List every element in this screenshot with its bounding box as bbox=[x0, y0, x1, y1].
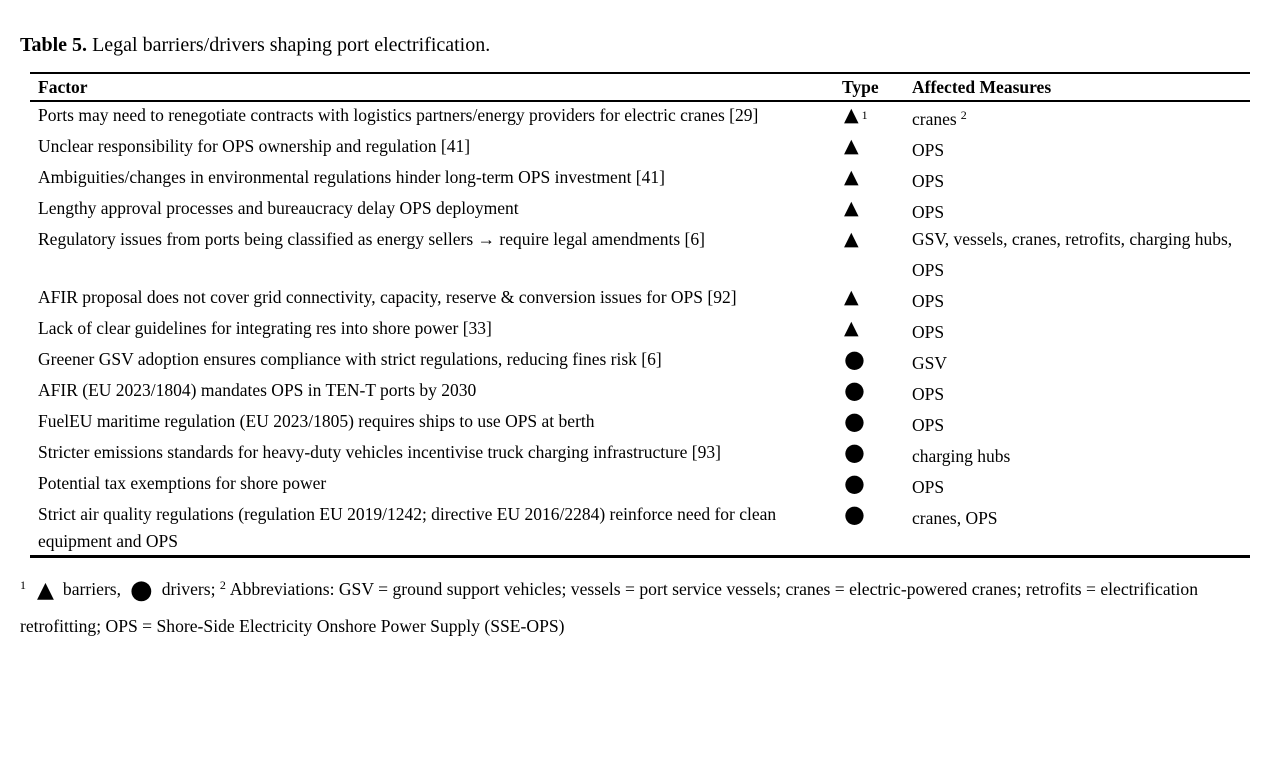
factor-cell: Ports may need to renegotiate contracts with logistics partners/energy providers for electric cranes [29] bbox=[38, 105, 759, 125]
factor-cell: Lack of clear guidelines for integrating res into shore power [33] bbox=[38, 318, 492, 338]
table-body bbox=[30, 101, 1250, 557]
table-row bbox=[30, 501, 1250, 557]
column-header-type: Type bbox=[842, 73, 912, 101]
measures-text: cranes, OPS bbox=[912, 508, 998, 528]
type-cell bbox=[842, 377, 912, 408]
barrier-triangle-icon: ▲ bbox=[37, 578, 54, 603]
driver-icon: ● bbox=[844, 407, 865, 435]
factor-cell: Potential tax exemptions for shore power bbox=[38, 473, 327, 493]
measures-cell bbox=[912, 284, 1250, 315]
barrier-icon: ▲ bbox=[844, 166, 859, 188]
footnote-barriers-label: barriers, bbox=[62, 579, 122, 599]
measures-text: OPS bbox=[912, 140, 945, 160]
measures-superscript: 2 bbox=[960, 108, 967, 122]
type-cell bbox=[842, 439, 912, 470]
barrier-icon: ▲ bbox=[844, 286, 859, 308]
table-caption bbox=[20, 33, 1255, 57]
driver-icon: ● bbox=[844, 500, 865, 528]
driver-icon: ● bbox=[844, 469, 865, 497]
table-footnote bbox=[20, 567, 1255, 645]
legal-factors-table bbox=[30, 72, 1250, 558]
measures-text: OPS bbox=[912, 171, 945, 191]
header-row bbox=[30, 73, 1250, 101]
type-cell bbox=[842, 195, 912, 226]
table-caption-label: Table 5. bbox=[20, 34, 88, 56]
factor-cell: AFIR (EU 2023/1804) mandates OPS in TEN-T ports by 2030 bbox=[38, 380, 477, 400]
factor-cell: AFIR proposal does not cover grid connectivity, capacity, reserve & conversion issues for OPS [92] bbox=[38, 287, 737, 307]
driver-icon: ● bbox=[844, 438, 865, 466]
type-cell bbox=[842, 315, 912, 346]
measures-cell bbox=[912, 133, 1250, 164]
driver-icon: ● bbox=[844, 345, 865, 373]
measures-text: OPS bbox=[912, 291, 945, 311]
measures-text: OPS bbox=[912, 322, 945, 342]
factor-cell: Lengthy approval processes and bureaucracy delay OPS deployment bbox=[38, 198, 519, 218]
type-cell bbox=[842, 284, 912, 315]
barrier-icon: ▲ bbox=[844, 197, 859, 219]
table-row bbox=[30, 408, 1250, 439]
measures-cell bbox=[912, 470, 1250, 501]
table-row bbox=[30, 284, 1250, 315]
barrier-icon: ▲ bbox=[844, 104, 859, 126]
factor-cell: Ambiguities/changes in environmental regulations hinder long-term OPS investment [41] bbox=[38, 167, 665, 187]
measures-cell bbox=[912, 101, 1250, 133]
footnote-drivers-label: drivers; bbox=[161, 579, 216, 599]
column-header-affected-measures: Affected Measures bbox=[912, 73, 1250, 101]
table-row bbox=[30, 470, 1250, 501]
table-row bbox=[30, 101, 1250, 133]
table-row bbox=[30, 377, 1250, 408]
measures-cell bbox=[912, 439, 1250, 470]
barrier-icon: ▲ bbox=[844, 228, 859, 250]
measures-text: charging hubs bbox=[912, 446, 1011, 466]
type-cell bbox=[842, 470, 912, 501]
table-row bbox=[30, 195, 1250, 226]
factor-cell: Strict air quality regulations (regulation EU 2019/1242; directive EU 2016/2284) reinforce need for clean equipment and OPS bbox=[38, 504, 777, 551]
measures-cell bbox=[912, 346, 1250, 377]
table-row bbox=[30, 315, 1250, 346]
table-row bbox=[30, 226, 1250, 284]
table-row bbox=[30, 346, 1250, 377]
footnote-superscript-1: 1 bbox=[20, 578, 26, 592]
measures-cell bbox=[912, 164, 1250, 195]
measures-cell bbox=[912, 226, 1250, 284]
table-row bbox=[30, 439, 1250, 470]
type-superscript: 1 bbox=[861, 108, 868, 122]
measures-cell bbox=[912, 195, 1250, 226]
measures-cell bbox=[912, 315, 1250, 346]
measures-cell bbox=[912, 408, 1250, 439]
footnote-abbreviations: Abbreviations: GSV = ground support vehicles; vessels = port service vessels; cranes = electric-powered cranes; retrofits = electrification retrofitting; OPS = Shore-Side Electricity Onshore Power Supply (SSE-OPS) bbox=[20, 579, 1199, 636]
factor-cell: Unclear responsibility for OPS ownership and regulation [41] bbox=[38, 136, 471, 156]
type-cell bbox=[842, 408, 912, 439]
column-header-factor: Factor bbox=[30, 73, 842, 101]
factor-cell: Regulatory issues from ports being classified as energy sellers → require legal amendments [6] bbox=[38, 229, 705, 249]
table-row bbox=[30, 133, 1250, 164]
type-cell bbox=[842, 101, 912, 133]
type-cell bbox=[842, 226, 912, 284]
measures-text: OPS bbox=[912, 202, 945, 222]
measures-text: OPS bbox=[912, 415, 945, 435]
driver-circle-icon: ● bbox=[130, 575, 153, 605]
measures-text: GSV bbox=[912, 353, 948, 373]
type-cell bbox=[842, 501, 912, 557]
measures-text: OPS bbox=[912, 384, 945, 404]
footnote-superscript-2: 2 bbox=[219, 578, 226, 592]
factor-cell: Greener GSV adoption ensures compliance with strict regulations, reducing fines risk [6] bbox=[38, 349, 662, 369]
measures-text: OPS bbox=[912, 477, 945, 497]
barrier-icon: ▲ bbox=[844, 317, 859, 339]
table-caption-text: Legal barriers/drivers shaping port electrification. bbox=[92, 34, 491, 56]
measures-cell bbox=[912, 501, 1250, 557]
measures-text: cranes bbox=[912, 109, 957, 129]
type-cell bbox=[842, 346, 912, 377]
measures-text: GSV, vessels, cranes, retrofits, charging hubs, OPS bbox=[912, 229, 1233, 280]
driver-icon: ● bbox=[844, 376, 865, 404]
table-row bbox=[30, 164, 1250, 195]
type-cell bbox=[842, 133, 912, 164]
factor-cell: FuelEU maritime regulation (EU 2023/1805) requires ships to use OPS at berth bbox=[38, 411, 595, 431]
measures-cell bbox=[912, 377, 1250, 408]
barrier-icon: ▲ bbox=[844, 135, 859, 157]
type-cell bbox=[842, 164, 912, 195]
factor-cell: Stricter emissions standards for heavy-duty vehicles incentivise truck charging infrastructure [93] bbox=[38, 442, 721, 462]
